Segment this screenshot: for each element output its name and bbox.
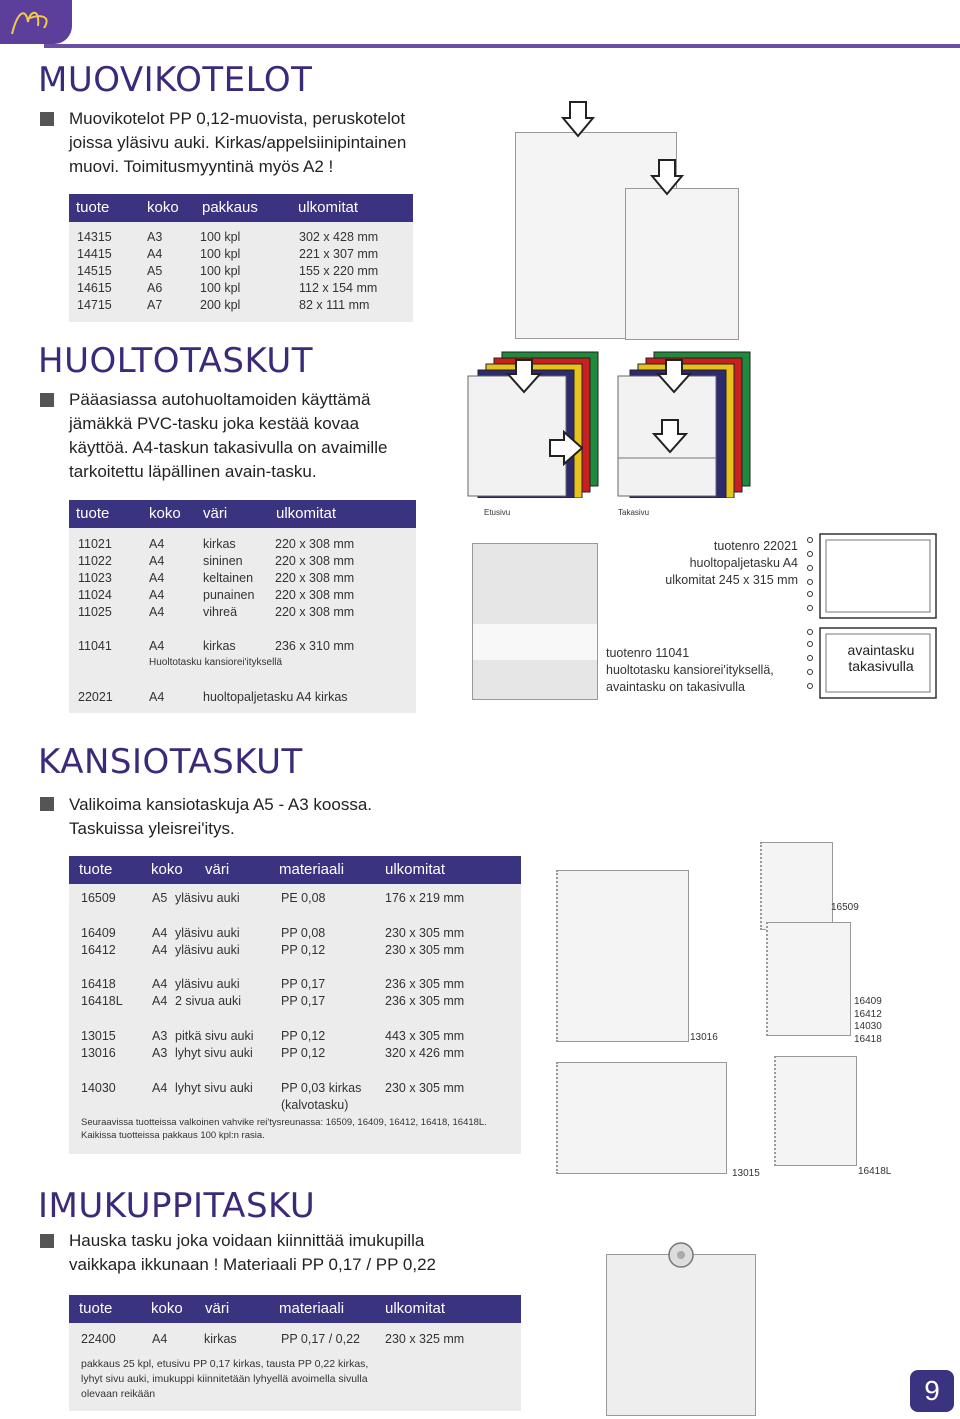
pocket-sheet <box>606 1254 756 1416</box>
imukuppitasku-description: Hauska tasku joka voidaan kiinnittää imukupilla vaikkapa ikkunaan ! Materiaali PP 0,17 / PP 0,22 <box>69 1231 436 1274</box>
page-number: 9 <box>910 1370 954 1412</box>
table-row: 11024 A4 punainen 220 x 308 mm <box>78 588 355 602</box>
table-row: 16412 A4 yläsivu auki PP 0,12 230 x 305 mm <box>81 943 465 957</box>
table-header: tuote koko väri materiaali ulkomitat <box>69 1295 521 1323</box>
muovikotelot-description: Muovikotelot PP 0,12-muovista, peruskotelot joissa yläsivu auki. Kirkas/appelsiinipintainen muovi. Toimitusmyyntinä myös A2 ! <box>69 109 407 176</box>
huoltotaskut-image <box>466 348 786 517</box>
pocket-band <box>473 624 597 660</box>
table-row: 22400 A4 kirkas PP 0,17 / 0,22 230 x 325 mm <box>81 1332 465 1346</box>
bullet-icon <box>40 112 54 126</box>
bullet-icon <box>40 393 54 407</box>
kansiotaskut-table <box>69 856 521 1154</box>
section-title-imukuppitasku: IMUKUPPITASKU <box>38 1186 316 1226</box>
table-header: tuote koko pakkaus ulkomitat <box>69 194 413 222</box>
table-row: 13016 A3 lyhyt sivu auki PP 0,12 320 x 426 mm <box>81 1046 465 1060</box>
section-title-muovikotelot: MUOVIKOTELOT <box>38 60 313 100</box>
table-row: 11021 A4 kirkas 220 x 308 mm <box>78 537 355 551</box>
sheet-small <box>625 188 739 340</box>
bullet-icon <box>40 1234 54 1248</box>
table-row: 16418L A4 2 sivua auki PP 0,17 236 x 305 mm <box>81 994 465 1008</box>
table-row: 11022 A4 sininen 220 x 308 mm <box>78 554 355 568</box>
colored-pockets-illustration <box>466 348 786 498</box>
huoltotaskut-description: Pääasiassa autohuoltamoiden käyttämä jämäkkä PVC-tasku joka kestää kovaa käyttöä. A4-taskun takasivulla on avaimille tarkoitettu läpällinen avain-tasku. <box>69 390 388 481</box>
table-row: 13015 A3 pitkä sivu auki PP 0,12 443 x 305 mm <box>81 1029 465 1043</box>
label-13015: 13015 <box>732 1168 760 1179</box>
sheet-13016 <box>556 870 689 1042</box>
key-pocket-label: avaintasku takasivulla <box>847 642 915 674</box>
label-front: Etusivu <box>484 508 511 517</box>
table-row: 14615 A6 100 kpl 112 x 154 mm <box>77 281 378 295</box>
huoltotaskut-table <box>69 500 416 713</box>
row-note: Huoltotasku kansiorei'ityksellä <box>149 657 283 668</box>
table-row: 14030 A4 lyhyt sivu auki PP 0,03 kirkas 230 x 305 mm <box>81 1081 465 1095</box>
label-16418L: 16418L <box>858 1166 892 1177</box>
top-bar <box>0 0 960 52</box>
table-row: 14715 A7 200 kpl 82 x 111 mm <box>77 298 370 312</box>
key-pocket-diagram <box>804 532 940 700</box>
kansiotaskut-image <box>548 840 898 1180</box>
sheet-16509 <box>760 842 833 930</box>
caption-22021: tuotenro 22021 huoltopaljetasku A4 ulkomitat 245 x 315 mm <box>665 539 798 587</box>
label-16509: 16509 <box>831 902 859 913</box>
table-row: 16409 A4 yläsivu auki PP 0,08 230 x 305 mm <box>81 926 465 940</box>
table-row: 14415 A4 100 kpl 221 x 307 mm <box>77 247 379 261</box>
table-row: 16418 A4 yläsivu auki PP 0,17 236 x 305 mm <box>81 977 465 991</box>
suction-cup-icon <box>666 1240 696 1270</box>
sheet-13015 <box>556 1062 727 1174</box>
table-row: 14515 A5 100 kpl 155 x 220 mm <box>77 264 379 278</box>
table-row: 14315 A3 100 kpl 302 x 428 mm <box>77 230 379 244</box>
caption-11041: tuotenro 11041 huoltotasku kansiorei'ityksellä, avaintasku on takasivulla <box>606 646 774 694</box>
table-row: 11041 A4 kirkas 236 x 310 mm <box>78 639 355 653</box>
top-rule <box>44 44 960 48</box>
down-arrow-icon <box>561 100 595 138</box>
pocket-photo-11041 <box>472 543 598 700</box>
section-title-huoltotaskut: HUOLTOTASKUT <box>38 341 314 381</box>
suction-cup-pocket-image <box>586 1240 776 1416</box>
table-row: 11023 A4 keltainen 220 x 308 mm <box>78 571 355 585</box>
imukuppitasku-note: pakkaus 25 kpl, etusivu PP 0,17 kirkas, tausta PP 0,22 kirkas, lyhyt sivu auki, imukuppi kiinnitetään lyhyellä avoimella sivulla olevaan reikään <box>81 1358 369 1400</box>
label-13016: 13016 <box>690 1032 718 1043</box>
footnote: Seuraavissa tuotteissa valkoinen vahvike rei'tysreunassa: 16509, 16409, 16412, 16418, 16418L. Kaikissa tuotteissa pakkaus 100 kpl:n rasia. <box>81 1117 487 1141</box>
sheet-16409 <box>766 922 851 1036</box>
bullet-icon <box>40 797 54 811</box>
table-row: 16509 A5 yläsivu auki PE 0,08 176 x 219 mm <box>81 891 465 905</box>
table-header: tuote koko väri ulkomitat <box>69 500 416 528</box>
muovikotelot-table <box>69 194 413 322</box>
kansiotaskut-description: Valikoima kansiotaskuja A5 - A3 koossa. Taskuissa yleisrei'itys. <box>69 795 373 838</box>
section-title-kansiotaskut: KANSIOTASKUT <box>38 742 303 782</box>
label-back: Takasivu <box>618 508 650 517</box>
label-a4-group: 16409 16412 14030 16418 <box>854 996 882 1045</box>
down-arrow-icon <box>650 158 684 196</box>
table-header: tuote koko väri materiaali ulkomitat <box>69 856 521 884</box>
sheet-16418L <box>774 1056 857 1166</box>
table-row: 11025 A4 vihreä 220 x 308 mm <box>78 605 355 619</box>
brand-logo-icon <box>0 0 72 44</box>
table-row: 22021 A4 huoltopaljetasku A4 kirkas <box>78 690 348 704</box>
kalvotasku-note: (kalvotasku) <box>281 1098 349 1112</box>
muovikotelot-image <box>505 100 755 342</box>
imukuppitasku-table <box>69 1295 521 1411</box>
